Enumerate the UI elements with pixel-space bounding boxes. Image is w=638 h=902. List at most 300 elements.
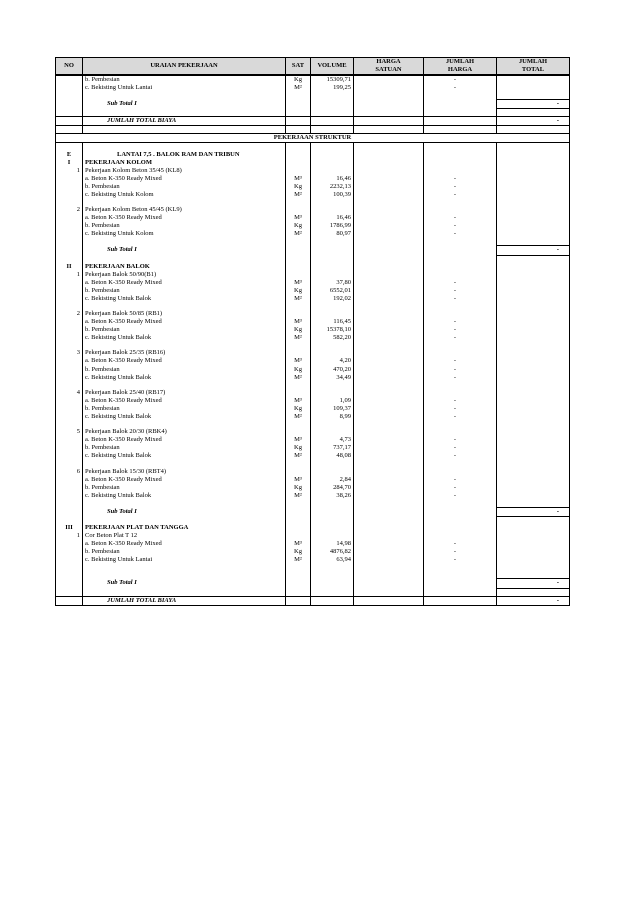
row-sat <box>286 206 311 214</box>
row-jumlah-total <box>497 476 570 484</box>
empty-cell <box>286 588 311 596</box>
row-description: c. Bekisting Untuk Balok <box>83 492 286 500</box>
table-row <box>56 191 570 199</box>
row-volume <box>311 596 354 605</box>
row-harga-satuan <box>354 366 424 374</box>
row-harga-satuan <box>354 413 424 421</box>
header-harga-satuan-line1: HARGA <box>376 58 401 65</box>
row-description: a. Beton K-350 Ready Mixed <box>83 214 286 222</box>
row-no <box>56 334 83 342</box>
row-no <box>56 75 83 84</box>
empty-cell <box>354 109 424 117</box>
row-jumlah-harga: - <box>424 548 497 556</box>
row-no <box>56 366 83 374</box>
row-sat <box>286 246 311 255</box>
row-volume: 4,20 <box>311 357 354 365</box>
empty-cell <box>83 500 286 508</box>
row-volume: 38,26 <box>311 492 354 500</box>
subtotal-value: - <box>497 100 570 109</box>
grand-total-value: - <box>497 596 570 605</box>
empty-cell <box>56 500 83 508</box>
row-sat: Kg <box>286 183 311 191</box>
row-volume: 192,02 <box>311 295 354 303</box>
empty-cell <box>497 109 570 117</box>
row-description: Cor Beton Plat T 12 <box>83 532 286 540</box>
empty-cell <box>286 382 311 389</box>
section-row <box>56 524 570 532</box>
empty-cell <box>354 500 424 508</box>
empty-cell <box>311 92 354 100</box>
row-jumlah-total <box>497 287 570 295</box>
header-jumlah-harga-line2: HARGA <box>447 66 473 73</box>
row-no <box>56 484 83 492</box>
header-volume: VOLUME <box>311 58 354 76</box>
row-harga-satuan <box>354 117 424 126</box>
row-volume <box>311 117 354 126</box>
row-jumlah-harga <box>424 271 497 279</box>
empty-cell <box>311 126 354 134</box>
row-harga-satuan <box>354 476 424 484</box>
table-row <box>56 397 570 405</box>
empty-cell <box>424 199 497 206</box>
blank-row <box>56 500 570 508</box>
empty-cell <box>354 238 424 246</box>
table-row <box>56 532 570 540</box>
row-jumlah-total <box>497 389 570 397</box>
row-jumlah-total <box>497 366 570 374</box>
blank-row <box>56 421 570 428</box>
row-jumlah-total <box>497 279 570 287</box>
row-volume: 100,39 <box>311 191 354 199</box>
empty-cell <box>311 382 354 389</box>
section-row <box>56 150 570 158</box>
row-sat: Kg <box>286 75 311 84</box>
row-jumlah-harga: - <box>424 436 497 444</box>
empty-cell <box>56 382 83 389</box>
row-jumlah-harga: - <box>424 318 497 326</box>
empty-cell <box>56 571 83 579</box>
header-sat: SAT <box>286 58 311 76</box>
row-volume: 16,46 <box>311 175 354 183</box>
row-jumlah-harga: - <box>424 334 497 342</box>
row-harga-satuan <box>354 374 424 382</box>
grand-total-value: - <box>497 117 570 126</box>
row-volume: 6552,01 <box>311 287 354 295</box>
row-jumlah-total <box>497 84 570 92</box>
header-jumlah-harga <box>424 58 497 76</box>
empty-cell <box>354 588 424 596</box>
row-no <box>56 413 83 421</box>
grand-total-row <box>56 117 570 126</box>
row-jumlah-harga <box>424 100 497 109</box>
row-sat: Kg <box>286 366 311 374</box>
row-jumlah-harga <box>424 117 497 126</box>
row-jumlah-total <box>497 357 570 365</box>
row-sat <box>286 467 311 475</box>
row-harga-satuan <box>354 548 424 556</box>
row-sat: Kg <box>286 548 311 556</box>
row-sat: M² <box>286 334 311 342</box>
row-harga-satuan <box>354 214 424 222</box>
row-no: 1 <box>56 532 83 540</box>
row-jumlah-harga: - <box>424 397 497 405</box>
row-jumlah-harga: - <box>424 175 497 183</box>
row-description: c. Bekisting Untuk Balok <box>83 295 286 303</box>
empty-cell <box>286 126 311 134</box>
row-description: b. Pembesian <box>83 326 286 334</box>
empty-cell <box>424 342 497 349</box>
empty-cell <box>286 92 311 100</box>
row-no <box>56 596 83 605</box>
blank-row <box>56 199 570 206</box>
empty-cell <box>56 92 83 100</box>
row-volume <box>311 206 354 214</box>
empty-cell <box>497 460 570 467</box>
row-harga-satuan <box>354 492 424 500</box>
row-harga-satuan <box>354 334 424 342</box>
row-description: a. Beton K-350 Ready Mixed <box>83 357 286 365</box>
blank-row <box>56 342 570 349</box>
subtotal-label: Sub Total I <box>83 507 286 516</box>
row-harga-satuan <box>354 318 424 326</box>
table-row <box>56 389 570 397</box>
empty-cell <box>424 460 497 467</box>
empty-cell <box>497 500 570 508</box>
row-jumlah-total <box>497 492 570 500</box>
row-jumlah-harga <box>424 524 497 532</box>
banner-row <box>56 134 570 143</box>
row-harga-satuan <box>354 191 424 199</box>
row-jumlah-harga: - <box>424 540 497 548</box>
row-sat: M³ <box>286 540 311 548</box>
row-jumlah-harga: - <box>424 556 497 564</box>
empty-cell <box>286 571 311 579</box>
section-row <box>56 263 570 271</box>
empty-cell <box>56 199 83 206</box>
table-row <box>56 183 570 191</box>
row-harga-satuan <box>354 596 424 605</box>
section-title: PEKERJAAN PLAT DAN TANGGA <box>83 524 286 532</box>
empty-cell <box>83 143 286 151</box>
empty-cell <box>311 588 354 596</box>
row-jumlah-total <box>497 183 570 191</box>
empty-cell <box>56 143 83 151</box>
row-jumlah-total <box>497 214 570 222</box>
row-sat <box>286 524 311 532</box>
row-jumlah-harga <box>424 467 497 475</box>
row-no <box>56 230 83 238</box>
row-volume <box>311 349 354 357</box>
header-harga-satuan-line2: SATUAN <box>375 66 402 73</box>
row-jumlah-harga <box>424 532 497 540</box>
table-row <box>56 310 570 318</box>
row-sat <box>286 271 311 279</box>
row-sat: Kg <box>286 287 311 295</box>
row-sat <box>286 428 311 436</box>
row-jumlah-harga: - <box>424 366 497 374</box>
row-description: b. Pembesian <box>83 287 286 295</box>
empty-cell <box>83 564 286 571</box>
row-description: a. Beton K-350 Ready Mixed <box>83 397 286 405</box>
table-row <box>56 349 570 357</box>
row-harga-satuan <box>354 467 424 475</box>
empty-cell <box>83 588 286 596</box>
empty-cell <box>354 460 424 467</box>
empty-cell <box>354 516 424 524</box>
empty-cell <box>56 516 83 524</box>
empty-cell <box>311 255 354 263</box>
row-sat: M² <box>286 230 311 238</box>
row-jumlah-harga: - <box>424 326 497 334</box>
row-no: 5 <box>56 428 83 436</box>
row-no <box>56 191 83 199</box>
row-no <box>56 84 83 92</box>
subtotal-label: Sub Total I <box>83 246 286 255</box>
row-jumlah-total <box>497 349 570 357</box>
blank-row <box>56 564 570 571</box>
empty-cell <box>354 564 424 571</box>
row-volume: 8,99 <box>311 413 354 421</box>
row-description: c. Bekisting Untuk Balok <box>83 334 286 342</box>
row-jumlah-total <box>497 413 570 421</box>
table-row <box>56 84 570 92</box>
row-jumlah-harga <box>424 579 497 588</box>
subtotal-row <box>56 246 570 255</box>
row-description: b. Pembesian <box>83 444 286 452</box>
row-jumlah-harga: - <box>424 413 497 421</box>
row-harga-satuan <box>354 524 424 532</box>
row-sat: M² <box>286 84 311 92</box>
row-description: Pekerjaan Balok 50/90(B1) <box>83 271 286 279</box>
row-volume: 109,37 <box>311 405 354 413</box>
empty-cell <box>497 126 570 134</box>
row-volume <box>311 167 354 175</box>
row-jumlah-harga <box>424 150 497 158</box>
grand-total-label: JUMLAH TOTAL BIAYA <box>83 596 286 605</box>
empty-cell <box>497 199 570 206</box>
subtotal-row <box>56 507 570 516</box>
row-volume: 63,94 <box>311 556 354 564</box>
row-harga-satuan <box>354 159 424 167</box>
section-number: I <box>56 159 83 167</box>
row-harga-satuan <box>354 287 424 295</box>
grand-total-row <box>56 596 570 605</box>
empty-cell <box>424 303 497 310</box>
row-description: b. Pembesian <box>83 548 286 556</box>
row-jumlah-total <box>497 436 570 444</box>
empty-cell <box>56 109 83 117</box>
row-sat <box>286 100 311 109</box>
empty-cell <box>83 303 286 310</box>
row-volume <box>311 428 354 436</box>
empty-cell <box>83 109 286 117</box>
row-no <box>56 556 83 564</box>
row-jumlah-total <box>497 540 570 548</box>
empty-cell <box>286 460 311 467</box>
row-description: b. Pembesian <box>83 183 286 191</box>
empty-cell <box>286 564 311 571</box>
row-jumlah-total <box>497 75 570 84</box>
blank-row <box>56 109 570 117</box>
row-jumlah-harga: - <box>424 75 497 84</box>
row-jumlah-total <box>497 556 570 564</box>
empty-cell <box>497 382 570 389</box>
row-no <box>56 476 83 484</box>
row-description: a. Beton K-350 Ready Mixed <box>83 279 286 287</box>
table-row <box>56 357 570 365</box>
empty-cell <box>311 564 354 571</box>
table-row <box>56 175 570 183</box>
row-sat <box>286 150 311 158</box>
row-volume <box>311 246 354 255</box>
blank-row <box>56 238 570 246</box>
table-row <box>56 476 570 484</box>
row-description: b. Pembesian <box>83 484 286 492</box>
blank-row <box>56 571 570 579</box>
header-harga-satuan <box>354 58 424 76</box>
empty-cell <box>83 382 286 389</box>
row-jumlah-harga: - <box>424 374 497 382</box>
row-volume: 4,73 <box>311 436 354 444</box>
row-volume: 34,49 <box>311 374 354 382</box>
row-jumlah-harga: - <box>424 287 497 295</box>
row-harga-satuan <box>354 579 424 588</box>
row-jumlah-total <box>497 295 570 303</box>
empty-cell <box>424 564 497 571</box>
row-jumlah-harga: - <box>424 214 497 222</box>
row-volume <box>311 532 354 540</box>
row-sat: Kg <box>286 405 311 413</box>
row-no: 6 <box>56 467 83 475</box>
empty-cell <box>286 109 311 117</box>
row-volume: 284,70 <box>311 484 354 492</box>
blank-row <box>56 303 570 310</box>
row-harga-satuan <box>354 84 424 92</box>
table-row <box>56 222 570 230</box>
row-harga-satuan <box>354 246 424 255</box>
table-row <box>56 287 570 295</box>
row-jumlah-total <box>497 222 570 230</box>
row-no <box>56 357 83 365</box>
header-no: NO <box>56 58 83 76</box>
empty-cell <box>311 303 354 310</box>
row-sat: M³ <box>286 436 311 444</box>
empty-cell <box>497 238 570 246</box>
empty-cell <box>83 342 286 349</box>
empty-cell <box>497 421 570 428</box>
blank-row <box>56 516 570 524</box>
blank-row <box>56 126 570 134</box>
row-description: c. Bekisting Untuk Kolom <box>83 191 286 199</box>
row-no <box>56 397 83 405</box>
row-jumlah-harga <box>424 349 497 357</box>
section-number: II <box>56 263 83 271</box>
empty-cell <box>497 342 570 349</box>
row-jumlah-harga: - <box>424 183 497 191</box>
row-no <box>56 183 83 191</box>
table-row <box>56 326 570 334</box>
row-description: a. Beton K-350 Ready Mixed <box>83 436 286 444</box>
row-no <box>56 444 83 452</box>
row-no <box>56 222 83 230</box>
row-jumlah-total <box>497 405 570 413</box>
blank-row <box>56 588 570 596</box>
row-no <box>56 492 83 500</box>
empty-cell <box>497 255 570 263</box>
empty-cell <box>311 571 354 579</box>
empty-cell <box>424 571 497 579</box>
row-harga-satuan <box>354 183 424 191</box>
row-harga-satuan <box>354 167 424 175</box>
table-row <box>56 374 570 382</box>
row-jumlah-harga <box>424 389 497 397</box>
section-number: III <box>56 524 83 532</box>
empty-cell <box>354 421 424 428</box>
row-sat: M³ <box>286 279 311 287</box>
row-jumlah-total <box>497 397 570 405</box>
empty-cell <box>354 571 424 579</box>
empty-cell <box>56 126 83 134</box>
empty-cell <box>83 571 286 579</box>
empty-cell <box>311 143 354 151</box>
subtotal-label: Sub Total I <box>83 579 286 588</box>
row-sat <box>286 389 311 397</box>
row-jumlah-total <box>497 159 570 167</box>
empty-cell <box>56 588 83 596</box>
section-title: LANTAI 7,5 . BALOK RAM DAN TRIBUN <box>83 150 286 158</box>
empty-cell <box>354 342 424 349</box>
row-harga-satuan <box>354 507 424 516</box>
empty-cell <box>424 143 497 151</box>
row-harga-satuan <box>354 484 424 492</box>
row-jumlah-total <box>497 167 570 175</box>
header-jumlah-total-line1: JUMLAH <box>518 58 548 65</box>
row-description: c. Bekisting Untuk Balok <box>83 374 286 382</box>
header-jumlah-harga-line1: JUMLAH <box>445 58 475 65</box>
row-jumlah-total <box>497 444 570 452</box>
row-sat <box>286 167 311 175</box>
table-row <box>56 413 570 421</box>
row-sat <box>286 159 311 167</box>
empty-cell <box>311 109 354 117</box>
row-jumlah-harga <box>424 206 497 214</box>
empty-cell <box>83 92 286 100</box>
row-sat: M² <box>286 452 311 460</box>
empty-cell <box>311 460 354 467</box>
row-jumlah-total <box>497 150 570 158</box>
row-jumlah-total <box>497 318 570 326</box>
empty-cell <box>497 92 570 100</box>
row-jumlah-harga: - <box>424 279 497 287</box>
row-jumlah-harga: - <box>424 476 497 484</box>
empty-cell <box>286 303 311 310</box>
subtotal-value: - <box>497 579 570 588</box>
empty-cell <box>424 382 497 389</box>
row-description: Pekerjaan Kolom Beton 35/45 (KL8) <box>83 167 286 175</box>
row-jumlah-harga: - <box>424 444 497 452</box>
empty-cell <box>286 342 311 349</box>
empty-cell <box>424 238 497 246</box>
row-jumlah-total <box>497 484 570 492</box>
empty-cell <box>83 460 286 467</box>
empty-cell <box>497 303 570 310</box>
header-jumlah-total-line2: TOTAL <box>521 66 545 73</box>
empty-cell <box>56 421 83 428</box>
row-description: c. Bekisting Untuk Lantai <box>83 84 286 92</box>
empty-cell <box>424 92 497 100</box>
empty-cell <box>286 516 311 524</box>
empty-cell <box>83 421 286 428</box>
